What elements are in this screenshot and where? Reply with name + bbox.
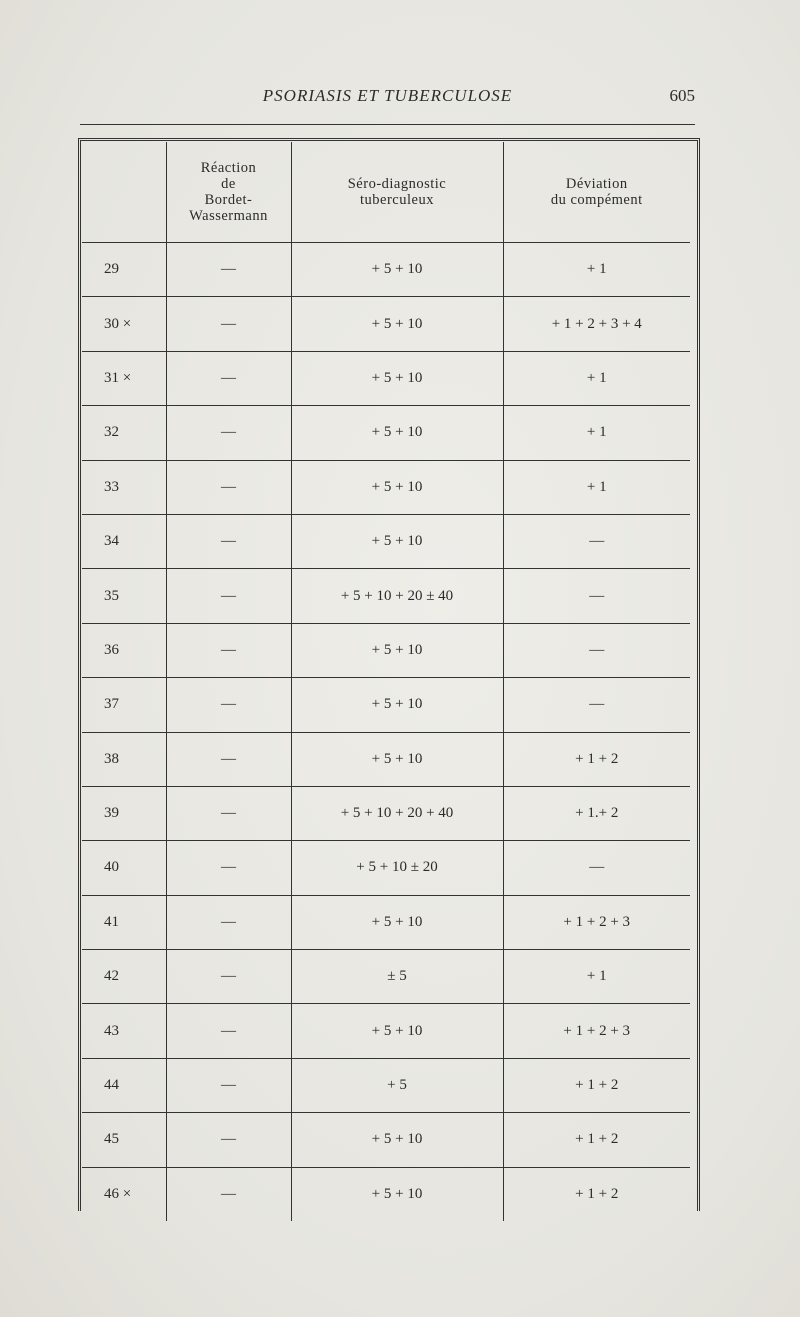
bordet-wassermann-cell: — — [166, 460, 291, 514]
deviation-cell: + 1 + 2 — [503, 732, 690, 786]
table-row — [82, 1058, 690, 1112]
sero-diagnostic-cell: + 5 + 10 — [291, 460, 503, 514]
row-number: 33 — [82, 460, 166, 514]
bordet-wassermann-cell: — — [166, 786, 291, 840]
sero-diagnostic-cell: ± 5 — [291, 950, 503, 1004]
bordet-wassermann-cell: — — [166, 243, 291, 297]
sero-diagnostic-cell: + 5 + 10 — [291, 1004, 503, 1058]
deviation-cell: — — [503, 514, 690, 568]
table-row — [82, 243, 690, 297]
table-row — [82, 895, 690, 949]
deviation-cell: + 1 — [503, 950, 690, 1004]
table-body — [82, 243, 690, 1222]
header-cell-deviation — [503, 142, 690, 243]
deviation-cell: + 1 — [503, 243, 690, 297]
bordet-wassermann-cell: — — [166, 1058, 291, 1112]
deviation-cell: — — [503, 569, 690, 623]
header-line: Bordet- — [204, 192, 253, 208]
row-number: 30 × — [82, 297, 166, 351]
table-row — [82, 1004, 690, 1058]
row-number: 32 — [82, 406, 166, 460]
table-row — [82, 623, 690, 677]
header-line: Wassermann — [189, 208, 268, 224]
row-number: 36 — [82, 623, 166, 677]
sero-diagnostic-cell: + 5 + 10 — [291, 1167, 503, 1221]
sero-diagnostic-cell: + 5 + 10 — [291, 406, 503, 460]
header-cell-bordet-wassermann — [166, 142, 291, 243]
table-row — [82, 297, 690, 351]
sero-diagnostic-cell: + 5 + 10 — [291, 243, 503, 297]
table-row — [82, 569, 690, 623]
bordet-wassermann-cell: — — [166, 406, 291, 460]
row-number: 37 — [82, 678, 166, 732]
row-number: 39 — [82, 786, 166, 840]
bordet-wassermann-cell: — — [166, 1113, 291, 1167]
table-row — [82, 786, 690, 840]
running-title: PSORIASIS ET TUBERCULOSE — [262, 86, 513, 105]
page-number: 605 — [669, 86, 695, 105]
row-number: 38 — [82, 732, 166, 786]
deviation-cell: + 1 + 2 + 3 + 4 — [503, 297, 690, 351]
table-row — [82, 950, 690, 1004]
deviation-cell: + 1 + 2 — [503, 1113, 690, 1167]
table-row — [82, 841, 690, 895]
sero-diagnostic-cell: + 5 + 10 + 20 ± 40 — [291, 569, 503, 623]
deviation-cell: + 1 + 2 + 3 — [503, 895, 690, 949]
sero-diagnostic-cell: + 5 + 10 + 20 + 40 — [291, 786, 503, 840]
bordet-wassermann-cell: — — [166, 351, 291, 405]
sero-diagnostic-cell: + 5 + 10 — [291, 895, 503, 949]
bordet-wassermann-cell: — — [166, 569, 291, 623]
bordet-wassermann-cell: — — [166, 1167, 291, 1221]
header-cell-sero-diagnostic — [291, 142, 503, 243]
header-line: de — [221, 176, 236, 192]
table-row — [82, 406, 690, 460]
bordet-wassermann-cell: — — [166, 732, 291, 786]
deviation-cell: — — [503, 678, 690, 732]
header-line: du compément — [550, 192, 643, 208]
bordet-wassermann-cell: — — [166, 841, 291, 895]
deviation-cell: + 1 — [503, 351, 690, 405]
table-row — [82, 1167, 690, 1221]
table-row — [82, 1113, 690, 1167]
row-number: 41 — [82, 895, 166, 949]
header-cell-number — [82, 142, 166, 243]
row-number: 34 — [82, 514, 166, 568]
header-line: Séro-diagnostic — [347, 176, 447, 192]
results-table — [82, 142, 690, 1221]
table-row — [82, 678, 690, 732]
bordet-wassermann-cell: — — [166, 1004, 291, 1058]
deviation-cell: — — [503, 841, 690, 895]
sero-diagnostic-cell: + 5 + 10 — [291, 514, 503, 568]
sero-diagnostic-cell: + 5 + 10 ± 20 — [291, 841, 503, 895]
header-line: tuberculeux — [360, 192, 434, 208]
row-number: 42 — [82, 950, 166, 1004]
bordet-wassermann-cell: — — [166, 297, 291, 351]
bordet-wassermann-cell: — — [166, 514, 291, 568]
table-row — [82, 460, 690, 514]
deviation-cell: + 1 + 2 — [503, 1058, 690, 1112]
table-header-row — [82, 142, 690, 243]
bordet-wassermann-cell: — — [166, 950, 291, 1004]
table-row — [82, 351, 690, 405]
sero-diagnostic-cell: + 5 + 10 — [291, 1113, 503, 1167]
header-rule — [80, 124, 695, 125]
row-number: 31 × — [82, 351, 166, 405]
sero-diagnostic-cell: + 5 + 10 — [291, 623, 503, 677]
header-line: Réaction — [200, 160, 257, 176]
header-line: Déviation — [565, 176, 628, 192]
row-number: 44 — [82, 1058, 166, 1112]
running-head — [80, 86, 695, 110]
sero-diagnostic-cell: + 5 + 10 — [291, 678, 503, 732]
row-number: 40 — [82, 841, 166, 895]
sero-diagnostic-cell: + 5 + 10 — [291, 297, 503, 351]
deviation-cell: + 1 — [503, 406, 690, 460]
row-number: 35 — [82, 569, 166, 623]
deviation-cell: + 1.+ 2 — [503, 786, 690, 840]
bordet-wassermann-cell: — — [166, 895, 291, 949]
deviation-cell: — — [503, 623, 690, 677]
deviation-cell: + 1 + 2 + 3 — [503, 1004, 690, 1058]
deviation-cell: + 1 + 2 — [503, 1167, 690, 1221]
row-number: 29 — [82, 243, 166, 297]
bordet-wassermann-cell: — — [166, 678, 291, 732]
deviation-cell: + 1 — [503, 460, 690, 514]
row-number: 45 — [82, 1113, 166, 1167]
table-row — [82, 732, 690, 786]
row-number: 46 × — [104, 1185, 132, 1202]
sero-diagnostic-cell: + 5 — [291, 1058, 503, 1112]
row-number: 43 — [82, 1004, 166, 1058]
sero-diagnostic-cell: + 5 + 10 — [291, 351, 503, 405]
sero-diagnostic-cell: + 5 + 10 — [291, 732, 503, 786]
bordet-wassermann-cell: — — [166, 623, 291, 677]
table-row — [82, 514, 690, 568]
